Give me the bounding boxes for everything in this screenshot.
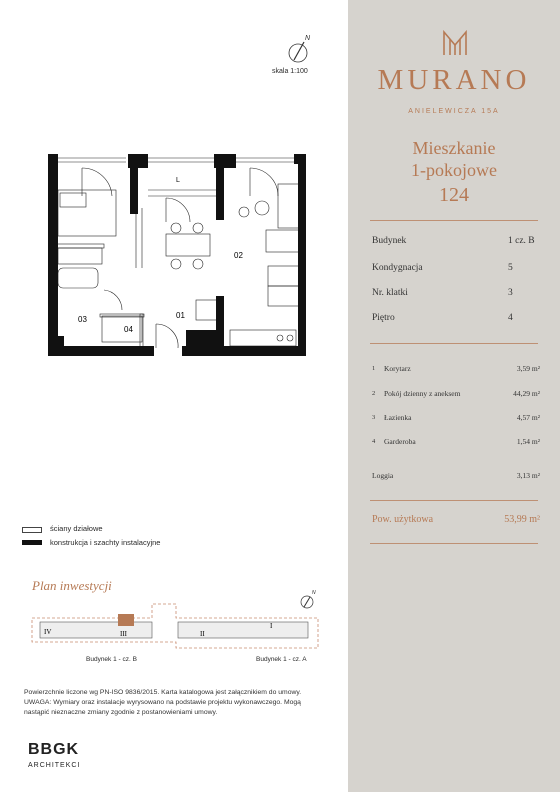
- compass-small-icon: [298, 590, 320, 612]
- room-4-number: 4: [372, 438, 376, 445]
- plan-roman-ii: II: [200, 630, 205, 638]
- detail-storey-label: Piętro: [372, 313, 395, 323]
- total-area-value: 53,99 m²: [504, 514, 540, 525]
- room-1-area: 3,59 m²: [516, 364, 540, 373]
- loggia-area: 3,13 m²: [516, 471, 540, 480]
- total-area-label: Pow. użytkowa: [372, 514, 434, 525]
- apartment-title-line1: Mieszkanie: [412, 138, 496, 158]
- room-3-area: 4,57 m²: [516, 413, 540, 422]
- footnote: [24, 688, 344, 718]
- plan-label-04: 04: [124, 325, 133, 334]
- brand-address: ANIELEWICZA 15A: [408, 108, 500, 115]
- loggia-label: Loggia: [372, 471, 394, 480]
- investment-north-label: N: [312, 590, 316, 596]
- plan-label-03: 03: [78, 315, 87, 324]
- building-a-label: Budynek 1 - cz. A: [256, 656, 307, 663]
- plan-roman-iii: III: [120, 630, 127, 638]
- detail-building-label: Budynek: [372, 236, 407, 246]
- building-b-label: Budynek 1 - cz. B: [86, 656, 137, 663]
- north-compass: [286, 36, 316, 66]
- plan-label-loggia: L: [176, 177, 180, 184]
- footnote-line-3: nastąpić nieznaczne zmiany zgodnie z postanowieniami umowy.: [24, 709, 218, 716]
- detail-stairwell-label: Nr. klatki: [372, 288, 408, 298]
- room-4-area: 1,54 m²: [516, 437, 540, 446]
- architect-logo: BBGK: [28, 741, 80, 758]
- legend-solid-swatch: [22, 540, 42, 545]
- room-1-name: Korytarz: [384, 364, 411, 373]
- room-4-name: Garderoba: [384, 437, 416, 446]
- plan-label-01: 01: [176, 311, 185, 320]
- apartment-number: 124: [439, 184, 469, 206]
- plan-roman-i: I: [270, 622, 273, 630]
- room-1-number: 1: [372, 365, 376, 372]
- divider-middle: [370, 343, 538, 344]
- investment-north: [298, 590, 320, 612]
- scale-label: skala 1:100: [272, 68, 308, 75]
- apartment-title-line2: 1-pokojowe: [411, 160, 497, 180]
- plan-label-02: 02: [234, 251, 243, 260]
- detail-stairwell-value: 3: [508, 288, 513, 298]
- footnote-line-2: UWAGA: Wymiary oraz instalacje wyrysowano na podstawie projektu wykonawczego. Mogą: [24, 699, 301, 706]
- detail-floor-level-value: 5: [508, 263, 513, 273]
- room-2-name: Pokój dzienny z aneksem: [384, 389, 461, 398]
- detail-building-value: 1 cz. B: [508, 236, 535, 246]
- footnote-line-1: Powierzchnie liczone wg PN-ISO 9836/2015. Karta katalogowa jest załącznikiem do umowy.: [24, 689, 302, 696]
- legend: [22, 524, 242, 550]
- brand-name: MURANO: [377, 64, 531, 96]
- investment-plan-title: Plan inwestycji: [32, 578, 112, 593]
- divider-total-bottom: [370, 543, 538, 544]
- room-2-number: 2: [372, 390, 376, 397]
- compass-icon: [286, 36, 316, 66]
- legend-outline-label: ściany działowe: [50, 524, 103, 533]
- room-3-number: 3: [372, 414, 376, 421]
- divider-top: [370, 220, 538, 221]
- room-3-name: Łazienka: [384, 413, 412, 422]
- plan-roman-iv: IV: [44, 628, 52, 636]
- divider-total-top: [370, 500, 538, 501]
- legend-outline-swatch: [22, 527, 42, 533]
- legend-solid-label: konstrukcja i szachty instalacyjne: [50, 538, 161, 547]
- room-2-area: 44,29 m²: [513, 389, 540, 398]
- compass-north-label: N: [305, 35, 311, 42]
- murano-monogram-icon: [441, 29, 469, 57]
- detail-floor-level-label: Kondygnacja: [372, 263, 423, 273]
- floor-plan: [44, 150, 314, 360]
- architect-subtitle: ARCHITEKCI: [28, 762, 81, 769]
- detail-storey-value: 4: [508, 313, 513, 323]
